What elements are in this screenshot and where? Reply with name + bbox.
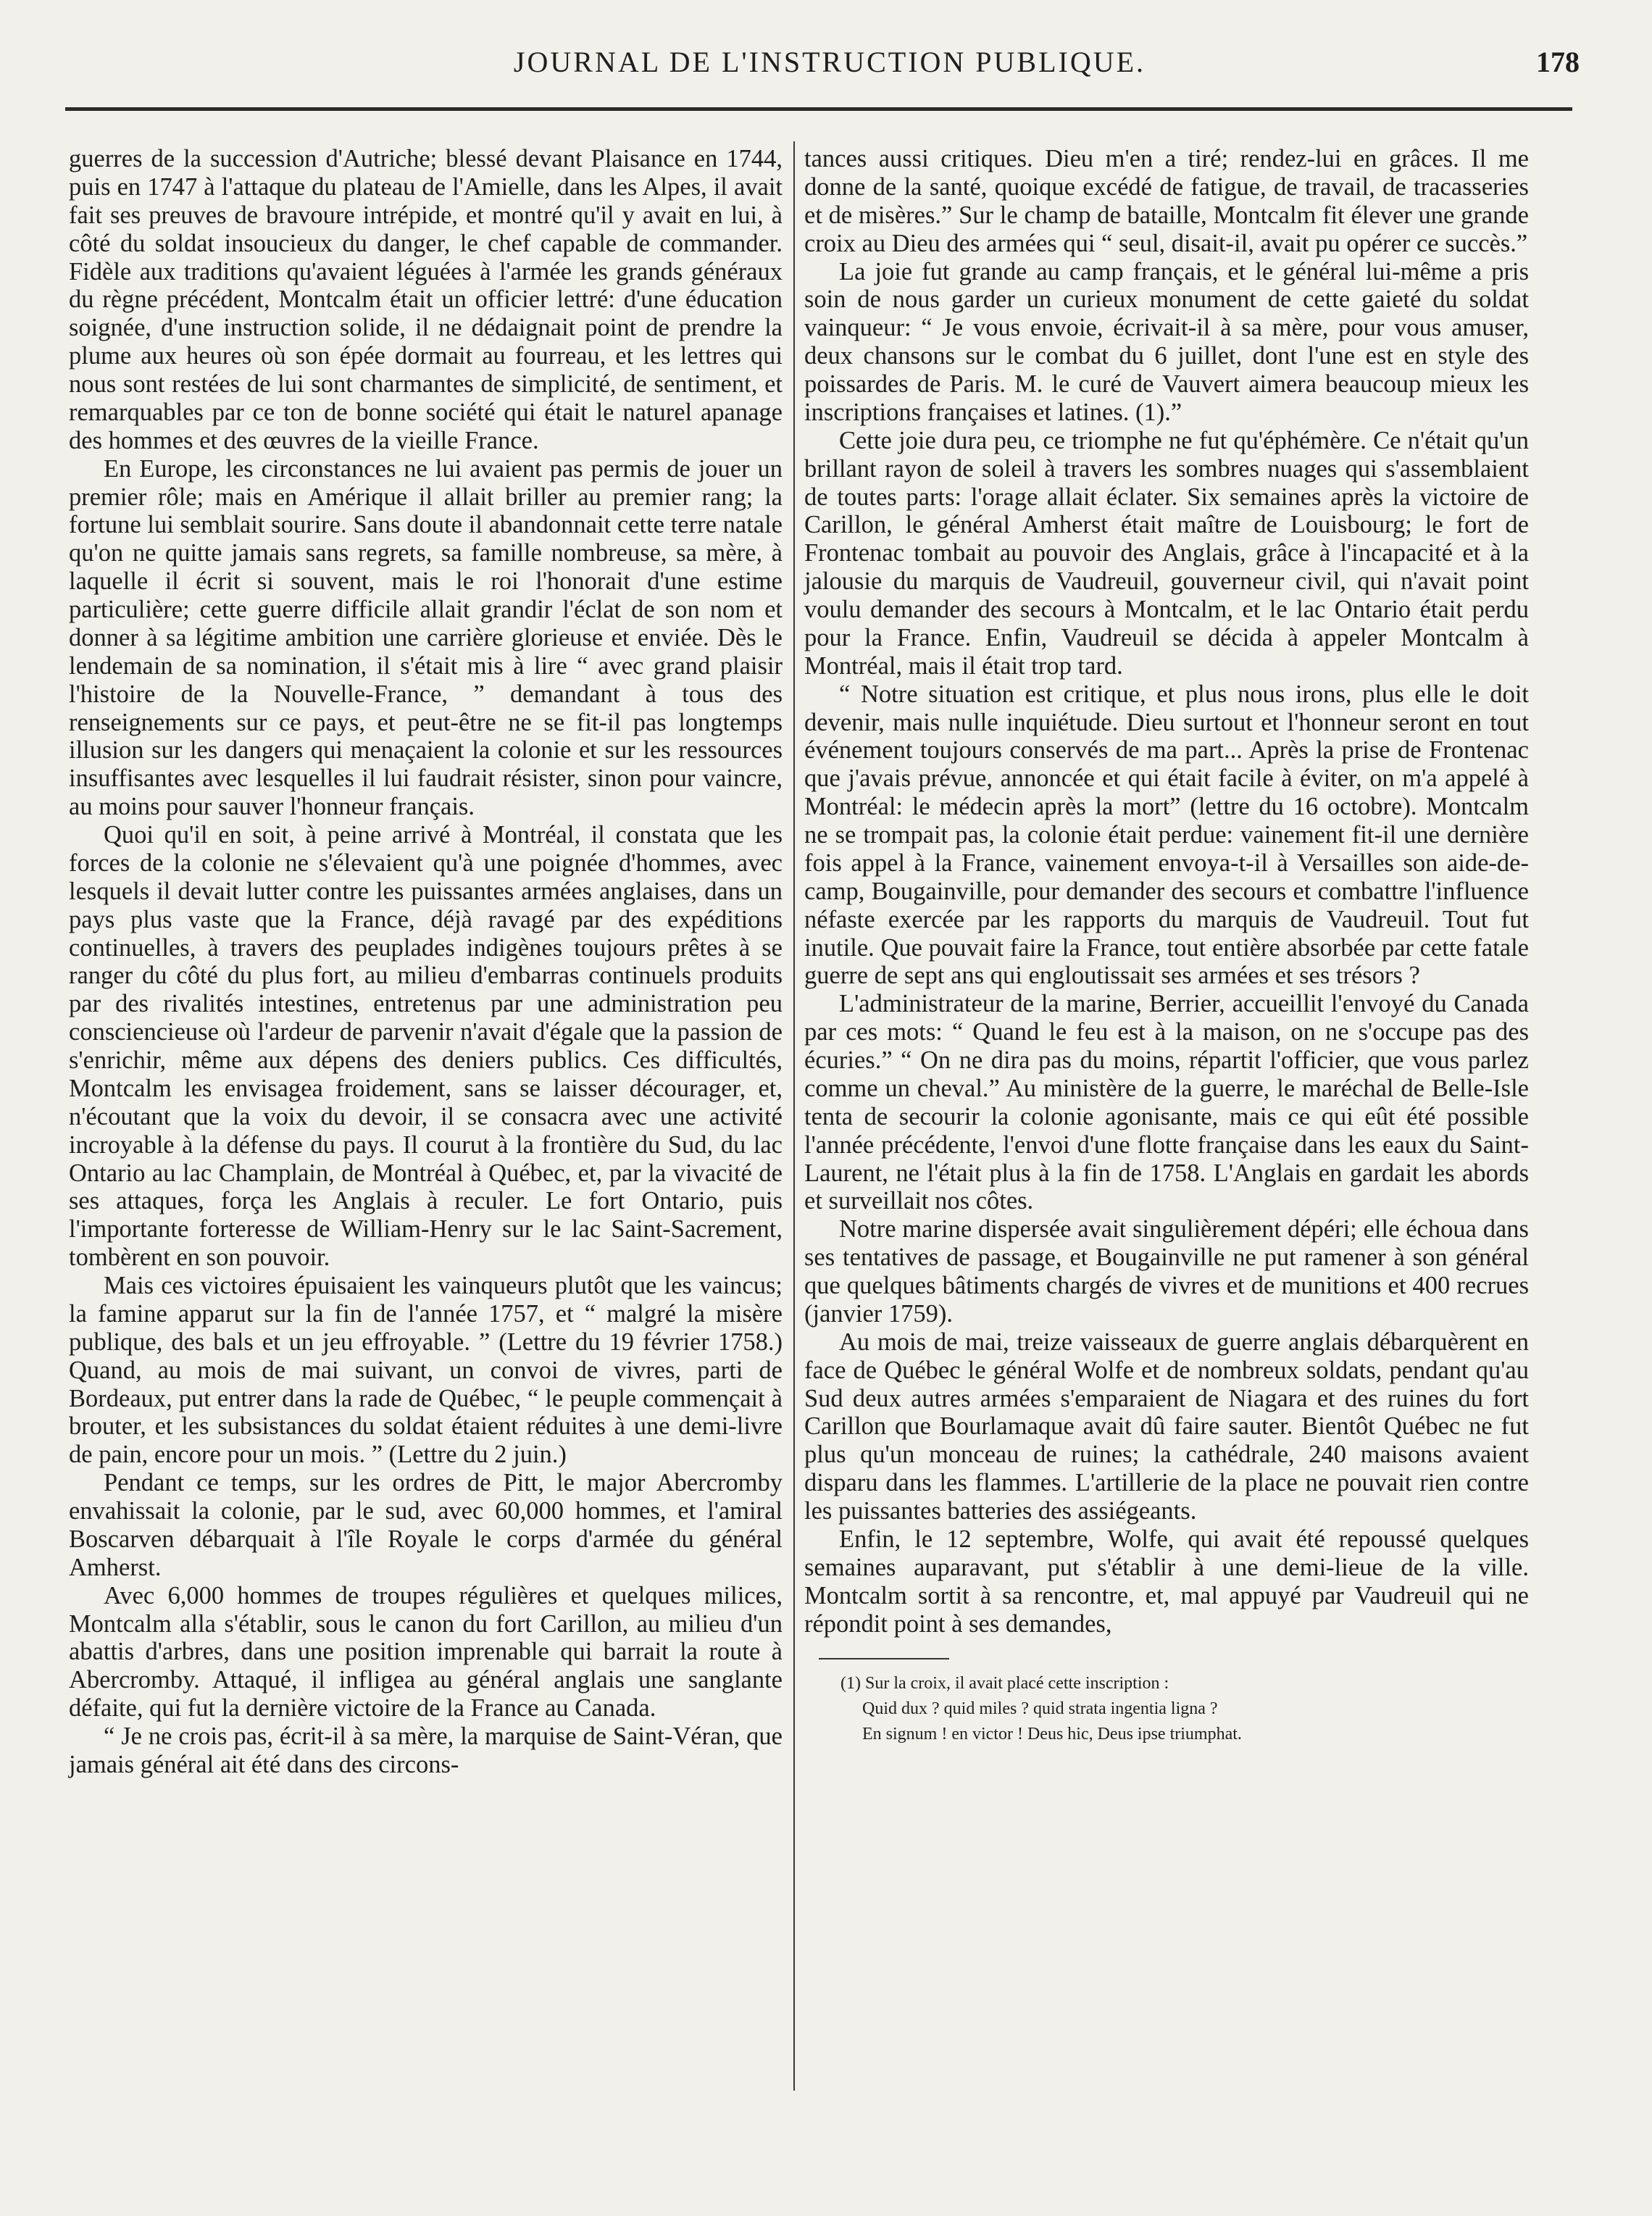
- header-rule: [65, 107, 1572, 111]
- right-column: [804, 145, 1529, 1747]
- footnote-intro: (1) Sur la croix, il avait placé cette inscription :: [840, 1674, 1169, 1694]
- column-divider: [793, 141, 795, 2091]
- page-number: 178: [1536, 46, 1580, 78]
- paragraph: tances aussi critiques. Dieu m'en a tiré; rendez-lui en grâces. Il me donne de la santé, quoique excédé de fatigue, de travail, de tracasseries et de misères.” Sur le champ de bataille, Montcalm fit élever une grande croix au Dieu des armées qui “ seul, disait-il, avait pu opérer ce succès.”: [804, 145, 1529, 257]
- running-title: JOURNAL DE L'INSTRUCTION PUBLIQUE.: [513, 46, 1146, 78]
- paragraph: En Europe, les circonstances ne lui avaient pas permis de jouer un premier rôle; mais en Amérique il allait briller au premier rang; la fortune lui semblait sourire. Sans doute il abandonnait cette terre natale qu'on ne quitte jamais sans regrets, sa famille nombreuse, sa mère, à laquelle il écrit si souvent, mais le roi l'honorait d'une estime particulière; cette guerre difficile allait grandir l'éclat de son nom et donner à sa légitime ambition une carrière glorieuse et enviée. Dès le lendemain de sa nomination, il s'était mis à lire “ avec grand plaisir l'histoire de la Nouvelle-France, ” demandant à tous des renseignements sur ce pays, et peut-être ne se fit-il pas longtemps illusion sur les dangers qui menaçaient la colonie et sur les ressources insuffisantes avec lesquelles il lui faudrait résister, sinon pour vaincre, au moins pour sauver l'honneur français.: [69, 454, 783, 821]
- paragraph: Au mois de mai, treize vaisseaux de guerre anglais débarquèrent en face de Québec le général Wolfe et de nombreux soldats, pendant qu'au Sud deux autres armées s'emparaient de Niagara et des ruines du fort Carillon que Bourlamaque avait dû faire sauter. Bientôt Québec ne fut plus qu'un monceau de ruines; la cathédrale, 240 maisons avaient disparu dans les flammes. L'artillerie de la place ne pouvait rien contre les puissantes batteries des assiégeants.: [804, 1328, 1529, 1525]
- paragraph: La joie fut grande au camp français, et le général lui-même a pris soin de nous garder un curieux monument de cette gaieté du soldat vainqueur: “ Je vous envoie, écrivait-il à sa mère, pour vous amuser, deux chansons sur le combat du 6 juillet, dont l'une est en style des poissardes de Paris. M. le curé de Vauvert aimera beaucoup mieux les inscriptions françaises et latines. (1).”: [804, 257, 1529, 426]
- paragraph: Quoi qu'il en soit, à peine arrivé à Montréal, il constata que les forces de la colonie ne s'élevaient qu'à une poignée d'hommes, avec lesquels il devait lutter contre les puissantes armées anglaises, dans un pays plus vaste que la France, déjà ravagé par des expéditions continuelles, à travers des peuplades indigènes toujours prêtes à se ranger du côté du plus fort, au milieu d'embarras continuels produits par des rivalités intestines, entretenus par une administration peu consciencieuse où l'ardeur de parvenir n'avait d'égale que la passion de s'enrichir, même aux dépens des deniers publics. Ces difficultés, Montcalm les envisagea froidement, sans se laisser décourager, et, n'écoutant que la voix du devoir, il se consacra avec une activité incroyable à la défense du pays. Il courut à la frontière du Sud, du lac Ontario au lac Champlain, de Montréal à Québec, et, par la vivacité de ses attaques, força les Anglais à reculer. Le fort Ontario, puis l'importante forteresse de William-Henry sur le lac Saint-Sacrement, tombèrent en son pouvoir.: [69, 821, 783, 1272]
- paragraph: Mais ces victoires épuisaient les vainqueurs plutôt que les vaincus; la famine apparut sur la fin de l'année 1757, et “ malgré la misère publique, des bals et un jeu effroyable. ” (Lettre du 19 février 1758.) Quand, au mois de mai suivant, un convoi de vivres, parti de Bordeaux, put entrer dans la rade de Québec, “ le peuple commençait à brouter, et les subsistances du soldat étaient réduites à une demi-livre de pain, encore pour un mois. ” (Lettre du 2 juin.): [69, 1272, 783, 1469]
- footnote-verse: En signum ! en victor ! Deus hic, Deus ipse triumphat.: [862, 1724, 1242, 1744]
- paragraph: Cette joie dura peu, ce triomphe ne fut qu'éphémère. Ce n'était qu'un brillant rayon de soleil à travers les sombres nuages qui s'assemblaient de toutes parts: l'orage allait éclater. Six semaines après la victoire de Carillon, le général Amherst était maître de Louisbourg; le fort de Frontenac tombait au pouvoir des Anglais, grâce à l'incapacité et à la jalousie du marquis de Vaudreuil, gouverneur civil, qui n'avait point voulu demander des secours à Montcalm, et le lac Ontario était perdu pour la France. Enfin, Vaudreuil se décida à appeler Montcalm à Montréal, mais il était trop tard.: [804, 426, 1529, 680]
- page-header: [65, 45, 1594, 96]
- paragraph: Enfin, le 12 septembre, Wolfe, qui avait été repoussé quelques semaines auparavant, put s'établir à une demi-lieue de la ville. Montcalm sortit à sa rencontre, et, mal appuyé par Vaudreuil qui ne répondit point à ses demandes,: [804, 1525, 1529, 1638]
- left-column: [69, 145, 783, 1779]
- paragraph: “ Je ne crois pas, écrit-il à sa mère, la marquise de Saint-Véran, que jamais général ait été dans des circons-: [69, 1723, 783, 1778]
- footnote-rule: [819, 1658, 949, 1659]
- footnote-verse: Quid dux ? quid miles ? quid strata ingentia ligna ?: [862, 1699, 1218, 1719]
- paragraph: Pendant ce temps, sur les ordres de Pitt, le major Abercromby envahissait la colonie, par le sud, avec 60,000 hommes, et l'amiral Boscarven débarquait à l'île Royale le corps d'armée du général Amherst.: [69, 1469, 783, 1581]
- paragraph: L'administrateur de la marine, Berrier, accueillit l'envoyé du Canada par ces mots: “ Quand le feu est à la maison, on ne s'occupe pas des écuries.” “ On ne dira pas du moins, répartit l'officier, que vous parlez comme un cheval.” Au ministère de la guerre, le maréchal de Belle-Isle tenta de secourir la colonie agonisante, mais ce qui eût été possible l'année précédente, l'envoi d'une flotte française dans les eaux du Saint-Laurent, ne l'était plus à la fin de 1758. L'Anglais en gardait les abords et surveillait nos côtes.: [804, 990, 1529, 1215]
- paragraph: guerres de la succession d'Autriche; blessé devant Plaisance en 1744, puis en 1747 à l'attaque du plateau de l'Amielle, dans les Alpes, il avait fait ses preuves de bravoure intrépide, et montré qu'il y avait en lui, à côté du soldat insoucieux du danger, le chef capable de commander. Fidèle aux traditions qu'avaient léguées à l'armée les grands généraux du règne précédent, Montcalm était un officier lettré: d'une éducation soignée, d'une instruction solide, il ne dédaignait point de prendre la plume aux heures où son épée dormait au fourreau, et les lettres qui nous sont restées de lui sont charmantes de simplicité, de sentiment, et remarquables par ce ton de bonne société qui était le naturel apanage des hommes et des œuvres de la vieille France.: [69, 145, 783, 454]
- paragraph: Avec 6,000 hommes de troupes régulières et quelques milices, Montcalm alla s'établir, sous le canon du fort Carillon, au milieu d'un abattis d'arbres, dans une position imprenable qui barrait la route à Abercromby. Attaqué, il infligea au général anglais une sanglante défaite, qui fut la dernière victoire de la France au Canada.: [69, 1581, 783, 1723]
- paragraph: Notre marine dispersée avait singulièrement dépéri; elle échoua dans ses tentatives de passage, et Bougainville ne put ramener à son général que quelques bâtiments chargés de vivres et de munitions et 400 recrues (janvier 1759).: [804, 1215, 1529, 1328]
- paragraph: “ Notre situation est critique, et plus nous irons, plus elle le doit devenir, mais nulle inquiétude. Dieu surtout et l'honneur seront en tout événement toujours conservés de ma part... Après la prise de Frontenac que j'avais prévue, annoncée et qui était facile à éviter, on m'a appelé à Montréal: le médecin après la mort” (lettre du 16 octobre). Montcalm ne se trompait pas, la colonie était perdue: vainement fit-il une dernière fois appel à la France, vainement envoya-t-il à Versailles son aide-de-camp, Bougainville, pour demander des secours et combattre l'influence néfaste exercée par les rapports du marquis de Vaudreuil. Tout fut inutile. Que pouvait faire la France, tout entière absorbée par cette fatale guerre de sept ans qui engloutissait ses armées et ses trésors ?: [804, 680, 1529, 990]
